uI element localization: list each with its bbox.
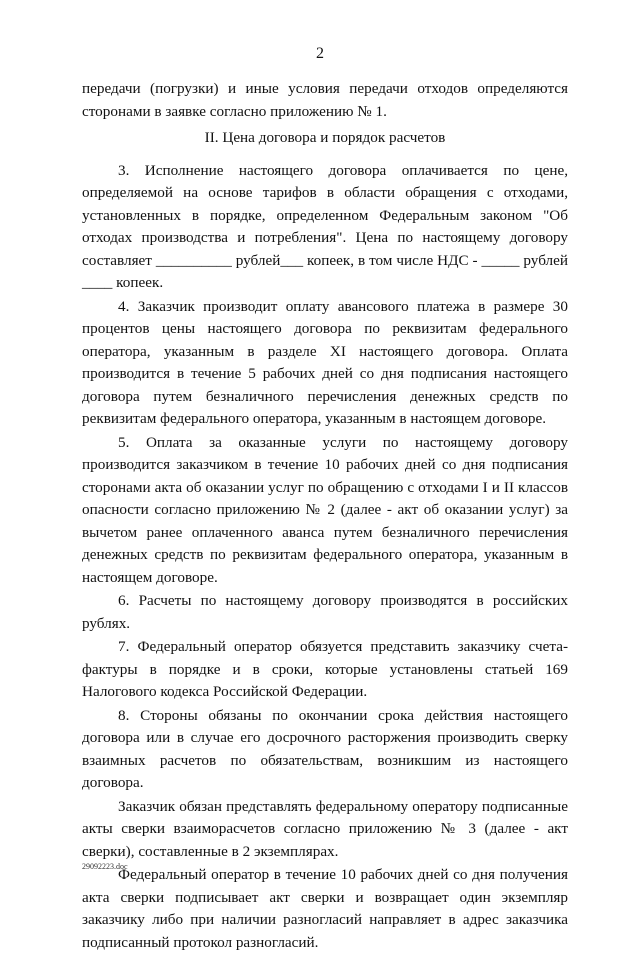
intro-paragraph: передачи (погрузки) и иные условия передачи отходов определяются сторонами в заявке согласно приложению № 1. — [82, 80, 568, 120]
paragraph-clause-8-customer: Заказчик обязан представлять федеральному оператору подписанные акты сверки взаиморасчетов согласно приложению № 3 (далее - акт сверки), составленные в 2 экземплярах. — [82, 797, 568, 860]
paragraph-clause-8: 8. Стороны обязаны по окончании срока действия настоящего договора или в случае его досрочного расторжения производить сверку взаимных расчетов по обязательствам, возникшим из настоящего договора. — [82, 706, 568, 791]
section-heading: II. Цена договора и порядок расчетов — [204, 129, 446, 146]
footer-filename: 29092223.doc — [82, 862, 128, 871]
paragraph-clause-3: 3. Исполнение настоящего договора оплачивается по цене, определяемой на основе тарифов в области обращения с отходами, установленных в порядке, определенном Федеральным законом "Об отходах производства и потребления". Цена по настоящему договору составляет __________ рублей___ копеек, в том числе НДС - _____ рублей ____ копеек. — [82, 161, 568, 291]
page-number: 2 — [316, 45, 324, 62]
paragraph-clause-4: 4. Заказчик производит оплату авансового платежа в размере 30 процентов цены настоящего договора по реквизитам федерального оператора, указанным в разделе XI настоящего договора. Оплата производится в течение 5 рабочих дней со дня подписания настоящего договора путем безналичного перечисления денежных средств по реквизитам федерального оператора, указанным в настоящем договоре. — [82, 297, 568, 427]
paragraph-clause-7: 7. Федеральный оператор обязуется представить заказчику счета-фактуры в порядке и в сроки, которые установлены статьей 169 Налогового кодекса Российской Федерации. — [82, 638, 568, 700]
paragraph-clause-6: 6. Расчеты по настоящему договору производятся в российских рублях. — [82, 592, 568, 632]
document-body — [82, 78, 568, 955]
paragraph-clause-8-operator: Федеральный оператор в течение 10 рабочих дней со дня получения акта сверки подписывает акт сверки и возвращает один экземпляр заказчику либо при наличии разногласий направляет в адрес заказчика подписанный протокол разногласий. — [82, 866, 568, 951]
paragraph-clause-5: 5. Оплата за оказанные услуги по настоящему договору производится заказчиком в течение 10 рабочих дней со дня подписания сторонами акта об оказании услуг по обращению с отходами I и II классов опасности согласно приложению № 2 (далее - акт об оказании услуг) за вычетом ранее оплаченного аванса путем безналичного перечисления денежных средств по реквизитам федерального оператора, указанным в настоящем договоре. — [82, 433, 568, 586]
